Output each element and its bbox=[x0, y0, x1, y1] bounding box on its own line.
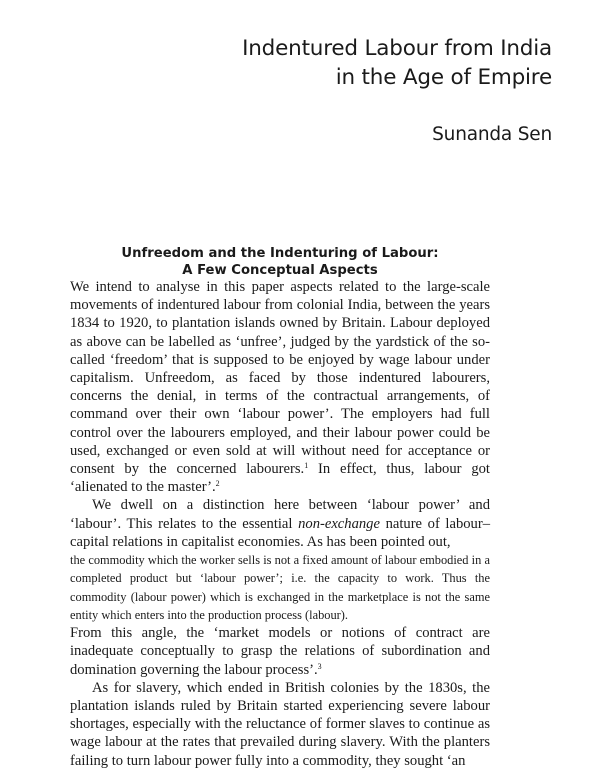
paragraph-3 bbox=[70, 624, 490, 679]
block-quote: the commodity which the worker sells is not a fixed amount of labour embodied in a completed product but ‘labour power’; i.e. the capacity to work. Thus the commodity (labour power) which is exchanged in the marketplace is not the same entity which enters into the production process (labour). bbox=[70, 553, 490, 622]
paragraph-3-text: From this angle, the ‘market models or notions of contract are inadequate conceptually to grasp the relations of subordination and domination governing the labour process’. bbox=[70, 625, 490, 678]
chapter-title-line-1: Indentured Labour from India bbox=[242, 36, 552, 61]
footnote-ref-1[interactable]: 1 bbox=[304, 461, 309, 471]
footnote-ref-3[interactable]: 3 bbox=[317, 661, 322, 671]
paragraph-1 bbox=[70, 278, 490, 496]
paragraph-1-tail: In effect, thus, labour got ‘alienated to the master’. bbox=[70, 461, 490, 496]
paragraph-2 bbox=[70, 496, 490, 551]
body-text bbox=[70, 278, 490, 770]
chapter-title bbox=[242, 34, 552, 92]
paragraph-2-emphasis: non-exchange bbox=[298, 515, 380, 532]
section-heading-line-2: A Few Conceptual Aspects bbox=[182, 263, 378, 278]
paragraph-2-post: nature of labour–capital relations in capitalist economies. As has been pointed out, bbox=[70, 515, 490, 550]
paragraph-2-pre: We dwell on a distinction here between ‘labour power’ and ‘labour’. This relates to the essential bbox=[70, 497, 490, 532]
chapter-title-line-2: in the Age of Empire bbox=[335, 65, 552, 90]
section-heading bbox=[70, 245, 490, 279]
footnote-ref-2[interactable]: 2 bbox=[215, 479, 220, 489]
author-name: Sunanda Sen bbox=[432, 124, 552, 145]
paragraph-4: As for slavery, which ended in British colonies by the 1830s, the plantation islands ruled by Britain started experiencing severe labour shortages, especially with the reluctance of former slaves to continue as wage labour at the rates that prevailed during slavery. With the planters failing to turn labour power fully into a commodity, they sought ‘an bbox=[70, 679, 490, 769]
paragraph-1-text: We intend to analyse in this paper aspects related to the large-scale movements of indentured labour from colonial India, between the years 1834 to 1920, to plantation islands owned by Britain. Labour deployed as above can be labelled as ‘unfree’, judged by the yardstick of the so-called ‘freedom’ that is supposed to be enjoyed by wage labour under capitalism. Unfreedom, as faced by those indentured labourers, concerns the denial, in terms of the contractual arrangements, of command over their own ‘labour power’. The employers had full control over the labourers employed, and their labour power could be used, exchanged or even sold at will without need for acceptance or consent by the concerned labourers. bbox=[70, 279, 490, 478]
section-heading-line-1: Unfreedom and the Indenturing of Labour: bbox=[121, 246, 439, 261]
